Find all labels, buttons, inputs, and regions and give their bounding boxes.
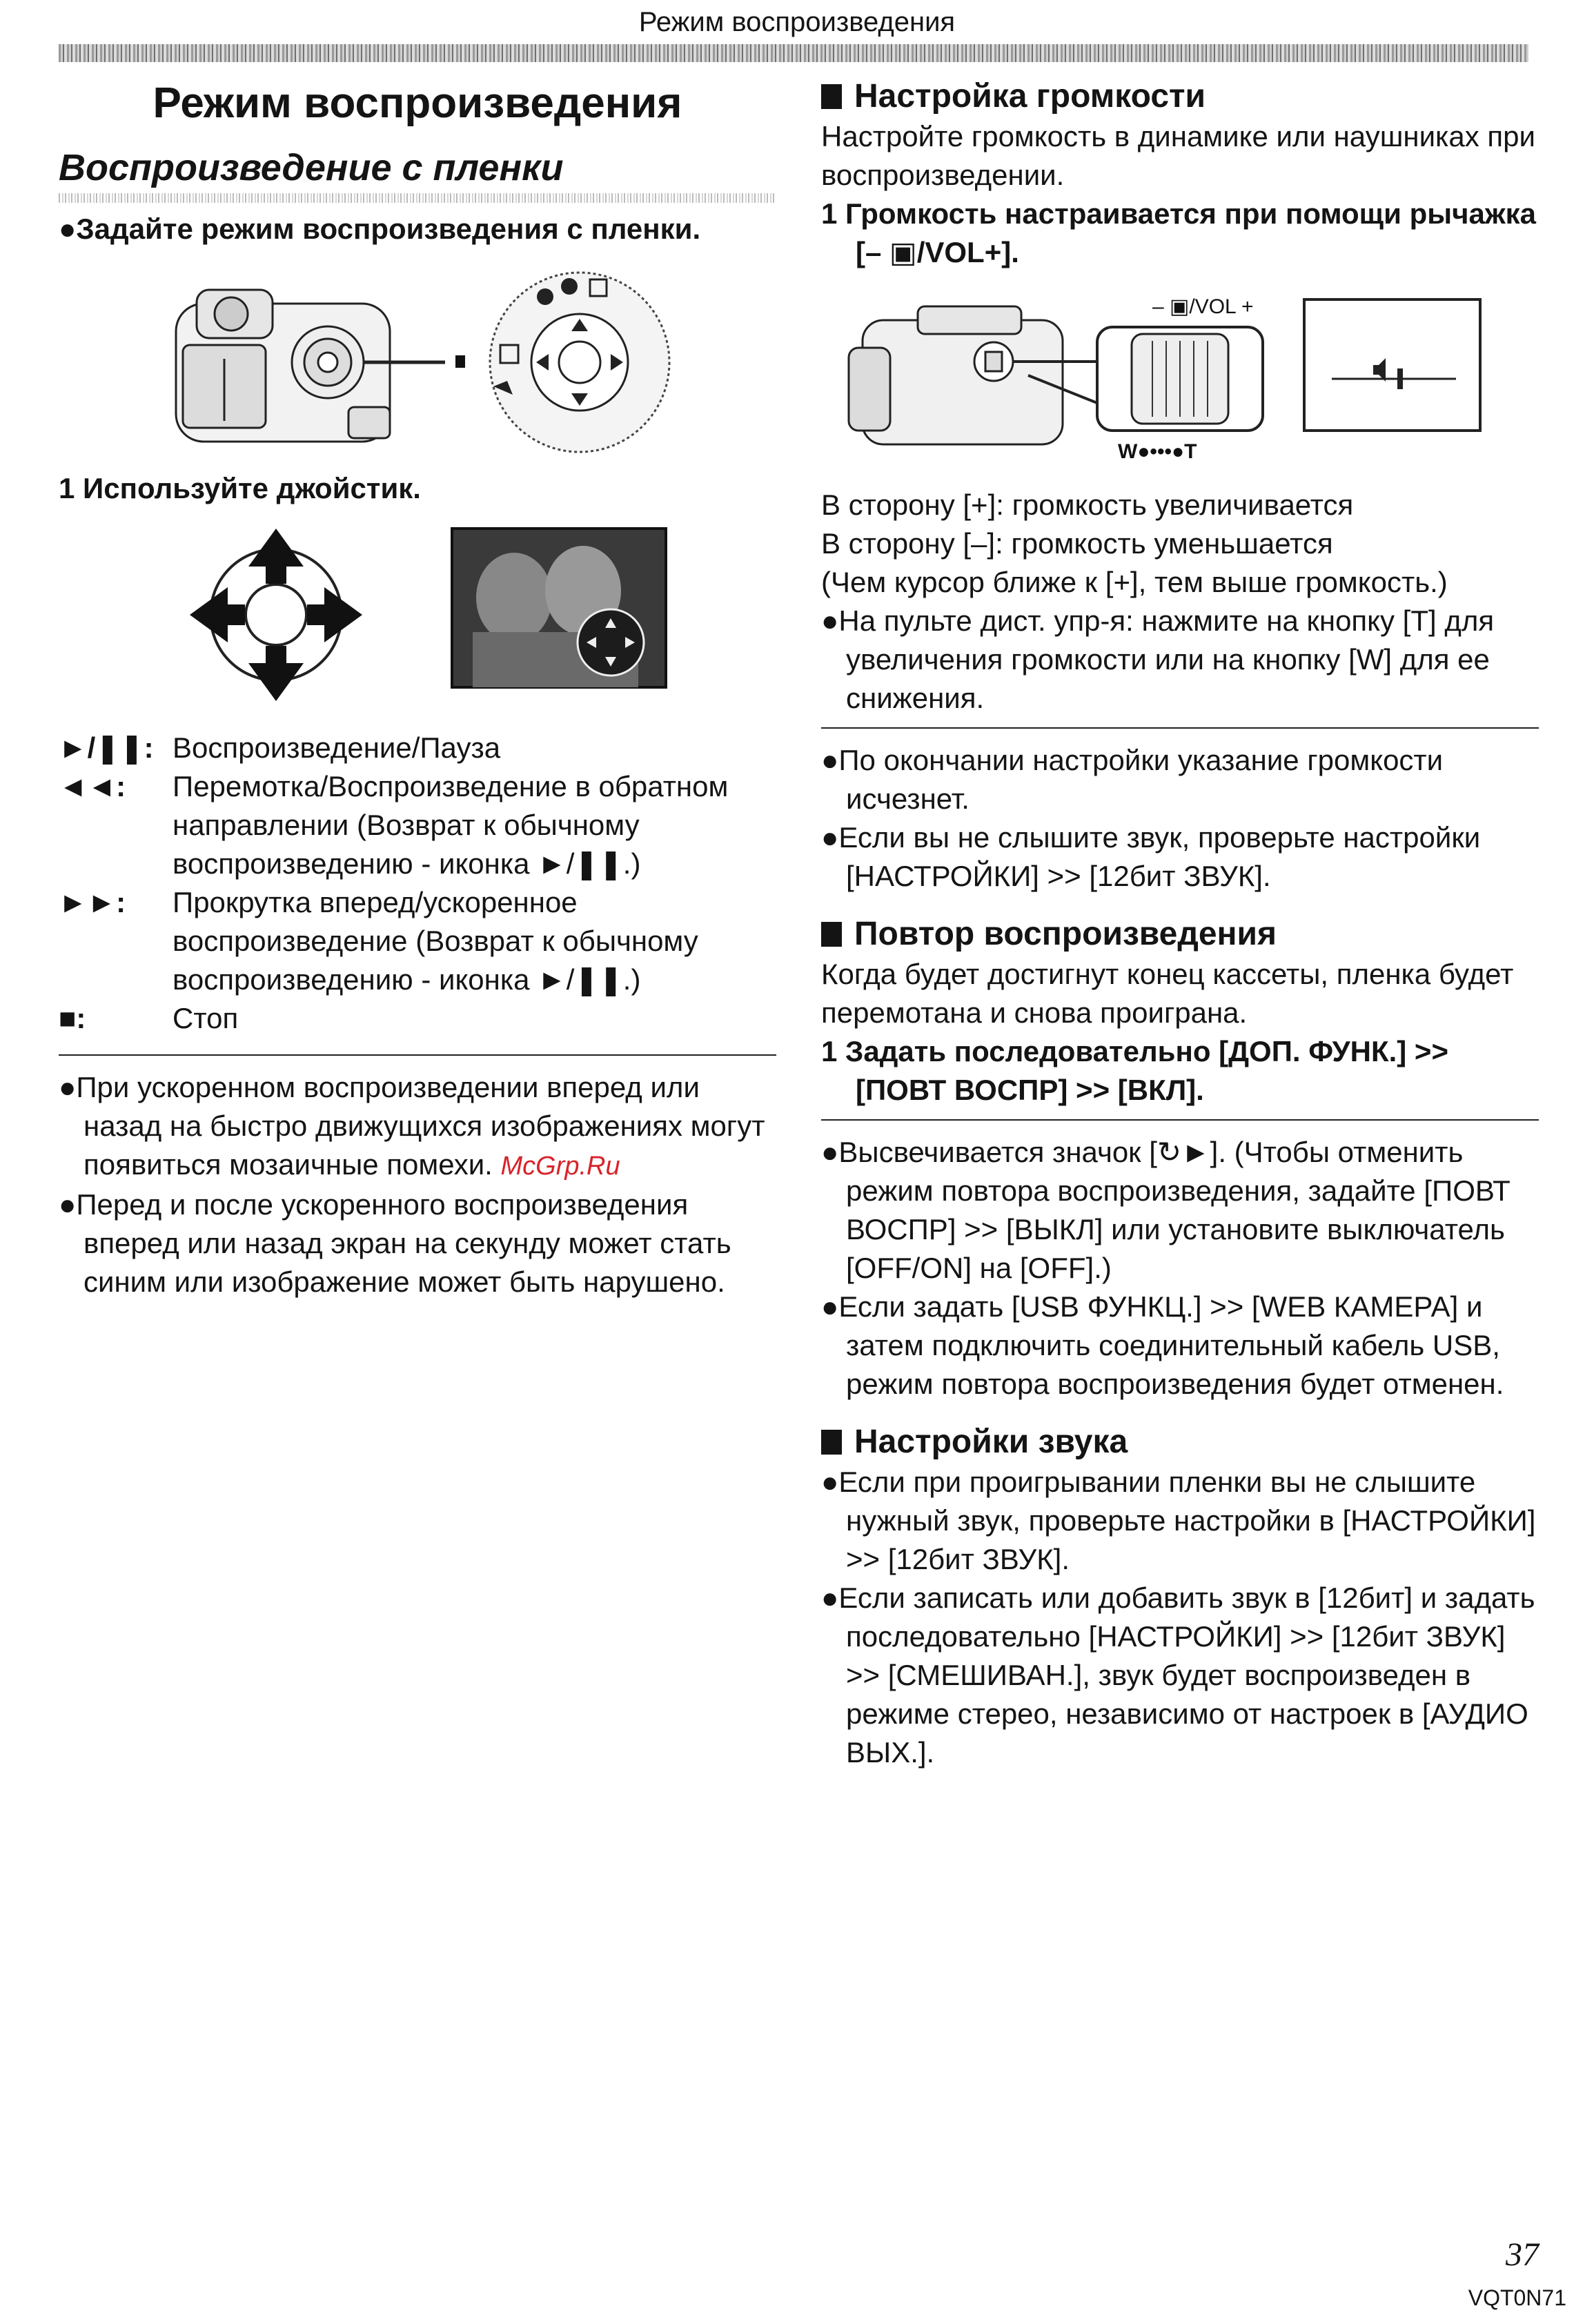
section-square-icon — [821, 1430, 842, 1455]
zoom-volume-lever-drawing — [1097, 295, 1263, 463]
volume-line-note: (Чем курсор ближе к [+], тем выше громкость.) — [821, 566, 1448, 598]
play-pause-icon: ►/❚❚: — [59, 731, 154, 764]
volume-lines — [821, 486, 1539, 602]
control-desc: Стоп — [173, 1002, 239, 1034]
control-row-fast-forward — [59, 883, 776, 999]
lever-scale: W●•••●T — [1118, 440, 1197, 463]
section-square-icon — [821, 84, 842, 109]
control-desc: Воспроизведение/Пауза — [173, 731, 501, 764]
control-row-stop — [59, 999, 776, 1038]
joystick-arrows-drawing — [190, 529, 362, 701]
page-number: 37 — [1506, 2236, 1539, 2273]
repeat-heading: Повтор воспроизведения — [821, 914, 1539, 955]
joystick-screen-illustration — [59, 522, 776, 715]
volume-line-plus: В сторону [+]: громкость увеличивается — [821, 489, 1354, 521]
camcorder-rear-drawing — [176, 290, 445, 442]
playback-screen-photo — [452, 529, 666, 687]
running-head: Режим воспроизведения — [638, 7, 956, 37]
sound-note-stereo: ●Если записать или добавить звук в [12бит] и задать последовательно [НАСТРОЙКИ] >> [12бит ЗВУК] >> [СМЕШИВАН.], звук будет воспроизведен в режиме стерео, независимо от настроек в [АУДИО ВЫХ.]. — [821, 1582, 1535, 1769]
set-mode-bullet: ●Задайте режим воспроизведения с пленки. — [59, 213, 701, 245]
repeat-intro: Когда будет достигнут конец кассеты, пленка будет перемотана и снова проиграна. — [821, 958, 1514, 1029]
volume-step-1: 1 Громкость настраивается при помощи рычажка [– ▣/VOL+]. — [821, 197, 1537, 268]
subtitle-rule — [59, 193, 776, 203]
control-desc: Прокрутка вперед/ускоренное воспроизведение (Возврат к обычному воспроизведению - иконка ►/❚❚.) — [173, 886, 698, 996]
volume-note-no-sound: ●Если вы не слышите звук, проверьте настройки [НАСТРОЙКИ] >> [12бит ЗВУК]. — [821, 821, 1481, 892]
repeat-note-icon: ●Высвечивается значок [↻►]. (Чтобы отменить режим повтора воспроизведения, задайте [ПОВТ ВОСПР] >> [ВЫКЛ] или установите выключатель [OFF/ON] на [OFF].) — [821, 1136, 1511, 1284]
left-notes-rule — [59, 1054, 776, 1056]
left-column — [59, 76, 776, 1301]
control-row-play-pause — [59, 729, 776, 767]
header-rule — [59, 44, 1528, 62]
repeat-note-usb: ●Если задать [USB ФУНКЦ.] >> [WEB КАМЕРА] и затем подключить соединительный кабель USB, режим повтора воспроизведения будет отменен. — [821, 1290, 1504, 1400]
volume-screen-drawing — [1304, 299, 1480, 431]
mode-dial-drawing — [490, 273, 669, 452]
camera-mode-dial-illustration — [59, 269, 776, 455]
document-code: VQT0N71 — [1468, 2285, 1566, 2310]
lever-label: – ▣/VOL + — [1152, 295, 1254, 318]
stop-icon: ■: — [59, 1002, 86, 1034]
control-list — [59, 729, 776, 1038]
control-row-rewind — [59, 767, 776, 883]
note-mosaic: ●При ускоренном воспроизведении вперед или назад на быстро движущихся изображениях могут появиться мозаичные помехи. McGrp.Ru — [59, 1071, 765, 1181]
step-1-joystick: 1 Используйте джойстик. — [59, 472, 421, 504]
section-subtitle: Воспроизведение с пленки — [59, 147, 564, 188]
volume-lever-illustration — [821, 293, 1539, 472]
volume-remote-bullet: ●На пульте дист. упр-я: нажмите на кнопку [T] для увеличения громкости или на кнопку [W] для ее снижения. — [821, 604, 1495, 714]
volume-line-minus: В сторону [–]: громкость уменьшается — [821, 527, 1333, 560]
page-title: Режим воспроизведения — [152, 79, 682, 127]
sound-heading: Настройки звука — [821, 1421, 1539, 1463]
watermark: McGrp.Ru — [500, 1152, 620, 1181]
volume-notes-rule — [821, 727, 1539, 729]
sound-note-settings: ●Если при проигрывании пленки вы не слышите нужный звук, проверьте настройки в [НАСТРОЙКИ] >> [12бит ЗВУК]. — [821, 1466, 1536, 1575]
note-blue-screen: ●Перед и после ускоренного воспроизведения вперед или назад экран на секунду может стать синим или изображение может быть нарушено. — [59, 1188, 731, 1298]
volume-note-disappear: ●По окончании настройки указание громкости исчезнет. — [821, 744, 1444, 815]
repeat-step-1: 1 Задать последовательно [ДОП. ФУНК.] >> [ПОВТ ВОСПР] >> [ВКЛ]. — [821, 1035, 1448, 1106]
volume-intro: Настройте громкость в динамике или наушниках при воспроизведении. — [821, 120, 1535, 191]
volume-heading: Настройка громкости — [821, 76, 1539, 117]
rewind-icon: ◄◄: — [59, 770, 126, 802]
repeat-notes-rule — [821, 1119, 1539, 1121]
camcorder-side-drawing — [849, 306, 1097, 444]
fast-forward-icon: ►►: — [59, 886, 126, 918]
pointer-dot — [455, 355, 465, 368]
section-square-icon — [821, 922, 842, 947]
control-desc: Перемотка/Воспроизведение в обратном направлении (Возврат к обычному воспроизведению - иконка ►/❚❚.) — [173, 770, 729, 880]
right-column — [821, 76, 1539, 1772]
